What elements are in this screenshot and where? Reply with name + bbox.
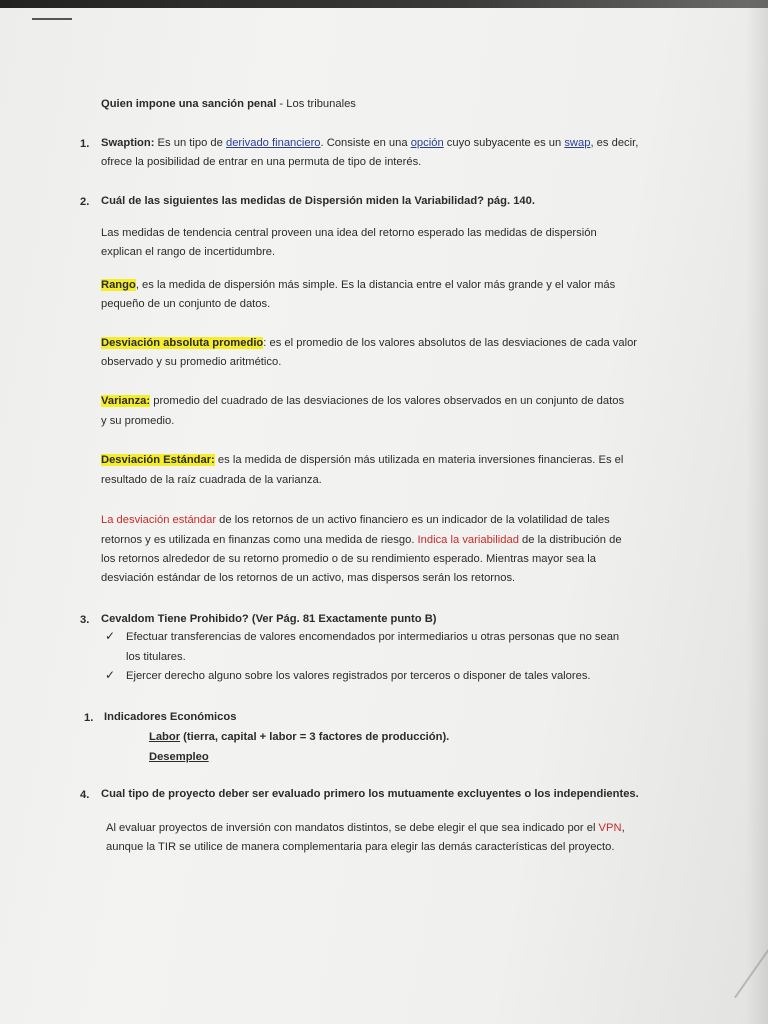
para-text-2b: de la distribución de: [518, 534, 622, 546]
q1-text-3: cuyo subyacente es un: [443, 137, 565, 149]
de-term: Desviación Estándar:: [101, 454, 215, 466]
labor-term: Labor: [149, 731, 181, 743]
checkmark-icon: ✓: [105, 629, 116, 643]
var-text: promedio del cuadrado de las desviaciones de los valores observados en un conjunto de datos: [150, 395, 625, 407]
rango-line2: pequeño de un conjunto de datos.: [101, 298, 271, 310]
para-line3: los retornos alrededor de su retorno promedio o de su rendimiento esperado. Mientras mayor sea la: [101, 553, 597, 565]
labor-text: (tierra, capital + labor = 3 factores de producción).: [180, 731, 450, 743]
header-label: Quien impone una sanción penal: [101, 98, 277, 110]
para-text-2a: retornos y es utilizada en finanzas como una medida de riesgo.: [101, 534, 418, 546]
q2-title: Cuál de las siguientes las medidas de Dispersión miden la Variabilidad? pág. 140.: [101, 195, 535, 207]
q1-number: 1.: [80, 138, 90, 150]
red-phrase-variabilidad: Indica la variabilidad: [417, 534, 519, 546]
q3-title: Cevaldom Tiene Prohibido? (Ver Pág. 81 Exactamente punto B): [101, 613, 437, 625]
dap-text: : es el promedio de los valores absolutos de las desviaciones de cada valor: [263, 337, 638, 349]
para-line4: desviación estándar de los retornos de un activo, mas dispersos serán los retornos.: [101, 572, 516, 584]
q3-item2: Ejercer derecho alguno sobre los valores registrados por terceros o disponer de tales valores.: [126, 670, 591, 682]
q4-title: Cual tipo de proyecto deber ser evaluado primero los mutuamente excluyentes o los independientes.: [101, 788, 639, 800]
para-line1: [101, 510, 610, 532]
scan-top-edge: [0, 0, 768, 8]
header-value: Los tribunales: [286, 98, 356, 110]
var-line2: y su promedio.: [101, 415, 175, 427]
header-line: [101, 94, 356, 116]
desempleo-term: Desempleo: [149, 751, 209, 763]
q1-text-4: , es decir,: [590, 137, 639, 149]
header-separator: -: [276, 98, 287, 110]
q4-number: 4.: [80, 789, 90, 801]
red-phrase-desviacion: La desviación estándar: [101, 514, 217, 526]
para-text-1: de los retornos de un activo financiero es un indicador de la volatilidad de tales: [216, 514, 610, 526]
q1-term: Swaption:: [101, 137, 155, 149]
page-shadow: [746, 0, 768, 1024]
de-line1: [101, 450, 623, 472]
ind-title: Indicadores Económicos: [104, 711, 237, 723]
ind-number: 1.: [84, 712, 94, 724]
q2-intro-line2: explican el rango de incertidumbre.: [101, 246, 276, 258]
link-derivado-financiero[interactable]: derivado financiero: [225, 137, 321, 149]
de-line2: resultado de la raíz cuadrada de la varianza.: [101, 474, 322, 486]
var-term: Varianza:: [101, 395, 151, 407]
dap-term: Desviación absoluta promedio: [101, 337, 264, 349]
var-line1: [101, 391, 624, 413]
q2-intro-line1: Las medidas de tendencia central proveen una idea del retorno esperado las medidas de dispersión: [101, 227, 597, 239]
q1-text-1: Es un tipo de: [154, 137, 226, 149]
q2-number: 2.: [80, 196, 90, 208]
rango-text: , es la medida de dispersión más simple. Es la distancia entre el valor más grande y el valor más: [135, 279, 616, 291]
q1-line2: ofrece la posibilidad de entrar en una permuta de tipo de interés.: [101, 156, 422, 168]
q3-item1-line1: Efectuar transferencias de valores encomendados por intermediarios u otras personas que no sean: [126, 631, 620, 643]
q1-text-2: . Consiste en una: [320, 137, 411, 149]
q3-number: 3.: [80, 614, 90, 626]
q4-text-1b: ,: [621, 822, 625, 834]
q4-text-1: Al evaluar proyectos de inversión con mandatos distintos, se debe elegir el que sea indicado por el: [106, 822, 599, 834]
link-swap[interactable]: swap: [564, 137, 591, 149]
de-text: es la medida de dispersión más utilizada en materia inversiones financieras. Es el: [214, 454, 624, 466]
q3-item1-line2: los titulares.: [126, 651, 186, 663]
ind-labor-line: [149, 727, 449, 749]
link-opcion[interactable]: opción: [410, 137, 444, 149]
staple-mark: [32, 18, 72, 20]
vpn-term: VPN: [598, 822, 622, 834]
q4-line2: aunque la TIR se utilice de manera complementaria para elegir las demás características del proyecto.: [106, 841, 615, 853]
checkmark-icon: ✓: [105, 668, 116, 682]
dap-line2: observado y su promedio aritmético.: [101, 356, 282, 368]
rango-term: Rango: [101, 279, 136, 291]
